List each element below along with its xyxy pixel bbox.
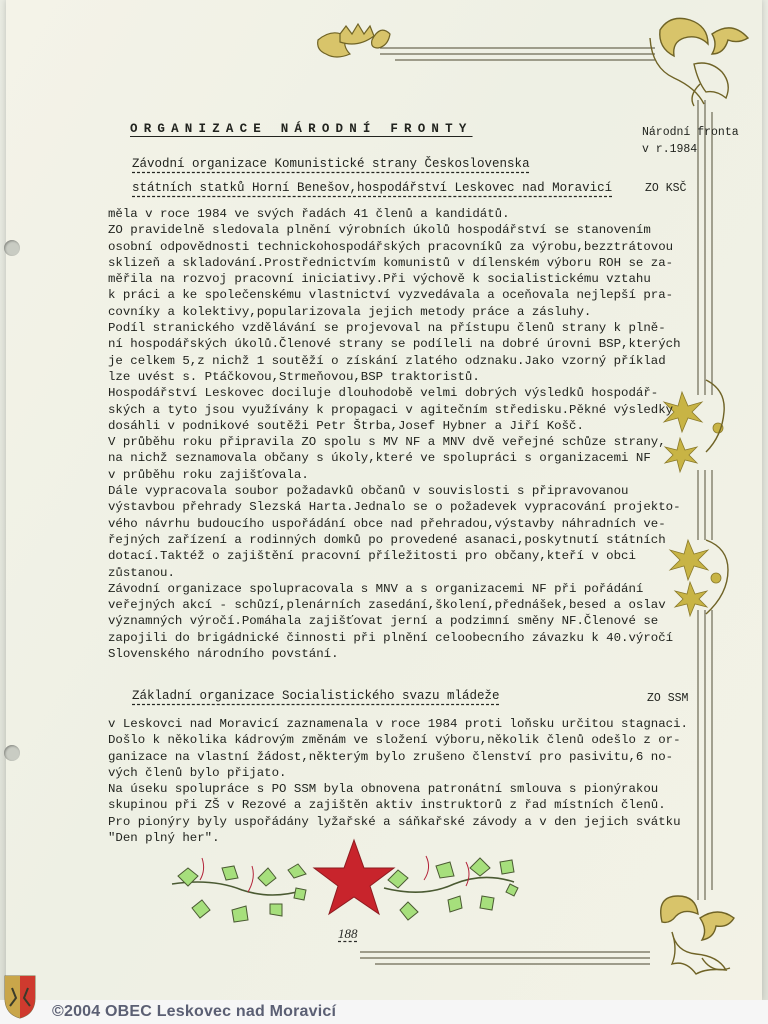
body-line: měla v roce 1984 ve svých řadách 41 členů a kandidátů.	[108, 207, 510, 221]
coat-of-arms-icon	[3, 974, 37, 1020]
margin-note-ssm: ZO SSM	[647, 692, 689, 705]
top-left-ornament	[318, 24, 390, 57]
body-line: zůstanou.	[108, 565, 175, 580]
body-line: k práci a ke společenskému vlastnictví vyzvedávala a oceňovala nejlepší pra-	[108, 288, 674, 303]
body-line: v Leskovci nad Moravicí zaznamenala v roce 1984 proti loňsku určitou stagnaci.	[108, 717, 688, 731]
margin-note-year	[642, 124, 739, 158]
margin-note-line: Národní fronta	[642, 126, 739, 139]
body-line: ní hospodářských úkolů.Členové strany se podíleli na dobré úrovni BSP,kterých	[108, 337, 681, 352]
page-number: 188	[338, 926, 358, 941]
body-line: Dále vypracovala soubor požadavků občanů v souvislosti s připravovanou	[108, 484, 629, 499]
body-line: lze uvést s. Ptáčkovou,Strmeňovou,BSP traktoristů.	[108, 369, 480, 384]
body-line: zapojili do brigádnické činnosti při plnění celoobecního závazku k 40.výročí	[108, 630, 674, 645]
body-line: Slovenského národního povstání.	[108, 647, 339, 662]
body-line: významných výročí.Pomáhala zajišťovat jerní a podzimní směny NF.Členové se	[108, 614, 659, 629]
body-line: vých členů bylo přijato.	[108, 765, 287, 780]
section1-title-line-2: státních statků Horní Benešov,hospodářství Leskovec nad Moravicí	[132, 181, 613, 195]
body-line: sklizeň a skladování.Prostřednictvím komunistů v dílenském výboru ROH se za-	[108, 255, 674, 270]
body-line: Došlo k několika kádrovým změnám ve složení výboru,několik členů odešlo z or-	[108, 733, 681, 748]
margin-note-line: v r.1984	[642, 143, 698, 156]
body-line: Hospodářství Leskovec dociluje dlouhodobě velmi dobrých výsledků hospodář-	[108, 386, 659, 401]
body-line: řejných zařízení a rodinných domků po provedené asanaci,poskytnutí státních	[108, 532, 666, 547]
right-leaf-garland	[384, 856, 518, 920]
page-heading: ORGANIZACE NÁRODNÍ FRONTY	[130, 122, 473, 136]
body-line: veřejných akcí - schůzí,plenárních zasedání,školení,přednášek,besed a oslav	[108, 598, 666, 613]
section1-title-line-1: Závodní organizace Komunistické strany Československa	[132, 157, 530, 171]
body-line: covníky a kolektivy,popularizovala jejich metody práce a zásluhy.	[108, 304, 592, 319]
body-line: je celkem 5,z nichž 1 soutěží o získání zlatého odznaku.Jako vzorný příklad	[108, 353, 666, 368]
bottom-right-ornament	[661, 896, 734, 974]
body-line: Na úseku spolupráce s PO SSM byla obnovena patronátní smlouva s pionýrakou	[108, 782, 659, 797]
red-star-icon	[314, 840, 394, 914]
body-line: dosáhli v podnikové soutěži Petr Štrba,Josef Hybner a Jiří Košč.	[108, 418, 584, 433]
body-line: dotací.Taktéž o zajištění pracovní příležitosti pro občany,kteří v obci	[108, 549, 636, 564]
body-line: výstavbou přehrady Slezská Harta.Jednalo se o požadevek vypracování projekto-	[108, 500, 681, 515]
margin-note-ksc: ZO KSČ	[645, 182, 687, 195]
body-line: Pro pionýry byly uspořádány lyžařské a sáňkařské závody a v den jejich svátku	[108, 814, 681, 829]
body-line: "Den plný her".	[108, 831, 220, 846]
body-line: měřila na rozvoj pracovní iniciativy.Při výchově k socialistickému vztahu	[108, 272, 651, 287]
body-line: Závodní organizace spolupracovala s MNV a s organizacemi NF při pořádání	[108, 581, 644, 596]
body-line: ganizace na vlastní žádost,některým bylo zrušeno členství pro pasivitu,6 no-	[108, 749, 674, 764]
top-right-ornament	[650, 18, 748, 106]
copyright-text: ©2004 OBEC Leskovec nad Moravicí	[52, 1003, 337, 1020]
body-line: osobní odpovědnosti technickohospodářských pracovníků za výrobu,bezztrátovou	[108, 239, 674, 254]
body-line: ských a tyto jsou využívány k propagaci v agitečním středisku.Pěkné výsledky	[108, 402, 674, 417]
body-line: Podíl stranického vzdělávání se projevoval na přístupu členů strany k plně-	[108, 321, 666, 336]
body-line: V průběhu roku připravila ZO spolu s MV NF a MNV dvě veřejné schůze strany,	[108, 435, 666, 450]
section2-body	[108, 716, 688, 846]
body-line: ZO pravidelně sledovala plnění výrobních úkolů hospodářství se stanovením	[108, 223, 651, 238]
section1-body	[108, 206, 681, 662]
body-line: na nichž seznamovala občany s úkoly,které ve spolupráci s organizacemi NF	[108, 451, 651, 466]
left-leaf-garland	[172, 858, 306, 922]
section2-title: Základní organizace Socialistického svazu mládeže	[132, 689, 500, 703]
body-line: vého návrhu budoucího uspořádání obce nad přehradou,výstavby náhradních ve-	[108, 516, 666, 531]
body-line: v průběhu roku zajišťovala.	[108, 467, 309, 482]
body-line: skupinou při ZŠ v Rezové a zajištěn aktiv instruktorů z řad místních členů.	[108, 798, 666, 813]
